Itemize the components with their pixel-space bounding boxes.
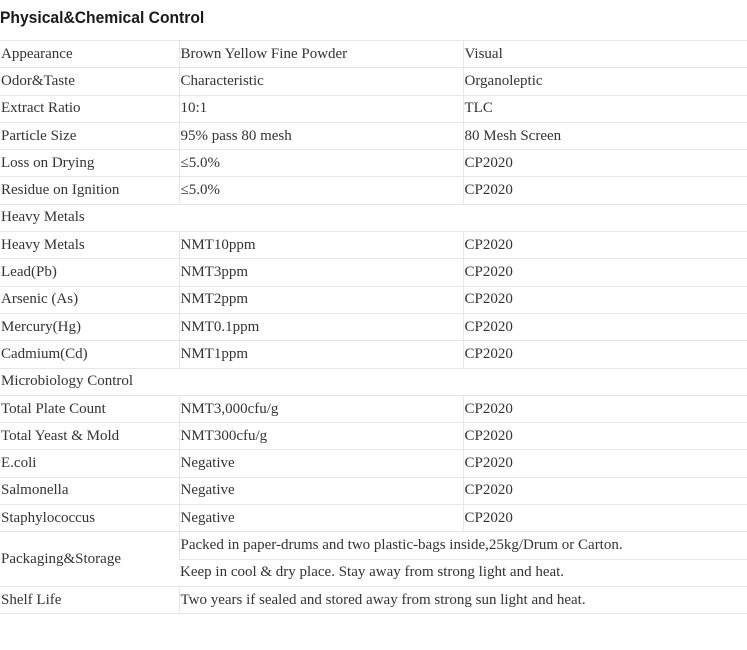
storage-line: Keep in cool & dry place. Stay away from strong light and heat.	[179, 559, 747, 586]
spec-cell: NMT1ppm	[179, 341, 463, 368]
section-heading-microbiology: Microbiology Control	[0, 368, 747, 395]
table-row	[0, 423, 747, 450]
item-cell: Total Yeast & Mold	[0, 423, 179, 450]
spec-cell: Negative	[179, 477, 463, 504]
spec-cell: 95% pass 80 mesh	[179, 122, 463, 149]
spec-cell: NMT300cfu/g	[179, 423, 463, 450]
page-title: Physical&Chemical Control	[0, 8, 205, 27]
method-cell: CP2020	[463, 341, 747, 368]
item-cell: Staphylococcus	[0, 505, 179, 532]
method-cell: CP2020	[463, 286, 747, 313]
method-cell: 80 Mesh Screen	[463, 122, 747, 149]
table-row	[0, 122, 747, 149]
method-cell: TLC	[463, 95, 747, 122]
table-row	[0, 95, 747, 122]
spec-cell: NMT10ppm	[179, 232, 463, 259]
table-row	[0, 150, 747, 177]
method-cell: Organoleptic	[463, 68, 747, 95]
table-row	[0, 313, 747, 340]
spec-cell: Negative	[179, 450, 463, 477]
spec-cell: 10:1	[179, 95, 463, 122]
method-cell: CP2020	[463, 313, 747, 340]
packaging-label: Packaging&Storage	[0, 532, 179, 587]
table-row	[0, 532, 747, 559]
shelf-life-value: Two years if sealed and stored away from strong sun light and heat.	[179, 586, 747, 613]
method-cell: CP2020	[463, 477, 747, 504]
table-row	[0, 395, 747, 422]
item-cell: Total Plate Count	[0, 395, 179, 422]
spec-cell: Brown Yellow Fine Powder	[179, 41, 463, 68]
method-cell: CP2020	[463, 177, 747, 204]
table-row	[0, 259, 747, 286]
item-cell: Residue on Ignition	[0, 177, 179, 204]
method-cell: CP2020	[463, 232, 747, 259]
spec-cell: ≤5.0%	[179, 150, 463, 177]
section-row	[0, 368, 747, 395]
method-cell: CP2020	[463, 395, 747, 422]
table-row	[0, 177, 747, 204]
item-cell: Extract Ratio	[0, 95, 179, 122]
item-cell: Particle Size	[0, 122, 179, 149]
item-cell: Arsenic (As)	[0, 286, 179, 313]
table-row	[0, 232, 747, 259]
spec-cell: NMT0.1ppm	[179, 313, 463, 340]
item-cell: Appearance	[0, 41, 179, 68]
spec-cell: NMT2ppm	[179, 286, 463, 313]
spec-cell: ≤5.0%	[179, 177, 463, 204]
table-row	[0, 341, 747, 368]
item-cell: Lead(Pb)	[0, 259, 179, 286]
table-row	[0, 477, 747, 504]
method-cell: CP2020	[463, 450, 747, 477]
table-row	[0, 586, 747, 613]
table-row	[0, 41, 747, 68]
spec-cell: NMT3ppm	[179, 259, 463, 286]
item-cell: Loss on Drying	[0, 150, 179, 177]
method-cell: CP2020	[463, 259, 747, 286]
spec-cell: Characteristic	[179, 68, 463, 95]
table-row	[0, 286, 747, 313]
specification-table	[0, 40, 747, 614]
spec-cell: NMT3,000cfu/g	[179, 395, 463, 422]
packaging-line: Packed in paper-drums and two plastic-bags inside,25kg/Drum or Carton.	[179, 532, 747, 559]
table-row	[0, 68, 747, 95]
item-cell: Cadmium(Cd)	[0, 341, 179, 368]
method-cell: CP2020	[463, 423, 747, 450]
section-heading-heavy-metals: Heavy Metals	[0, 204, 747, 231]
item-cell: Mercury(Hg)	[0, 313, 179, 340]
table-row	[0, 505, 747, 532]
shelf-life-label: Shelf Life	[0, 586, 179, 613]
item-cell: Odor&Taste	[0, 68, 179, 95]
item-cell: Salmonella	[0, 477, 179, 504]
method-cell: CP2020	[463, 150, 747, 177]
spec-cell: Negative	[179, 505, 463, 532]
item-cell: E.coli	[0, 450, 179, 477]
item-cell: Heavy Metals	[0, 232, 179, 259]
section-row	[0, 204, 747, 231]
method-cell: Visual	[463, 41, 747, 68]
table-row	[0, 450, 747, 477]
method-cell: CP2020	[463, 505, 747, 532]
